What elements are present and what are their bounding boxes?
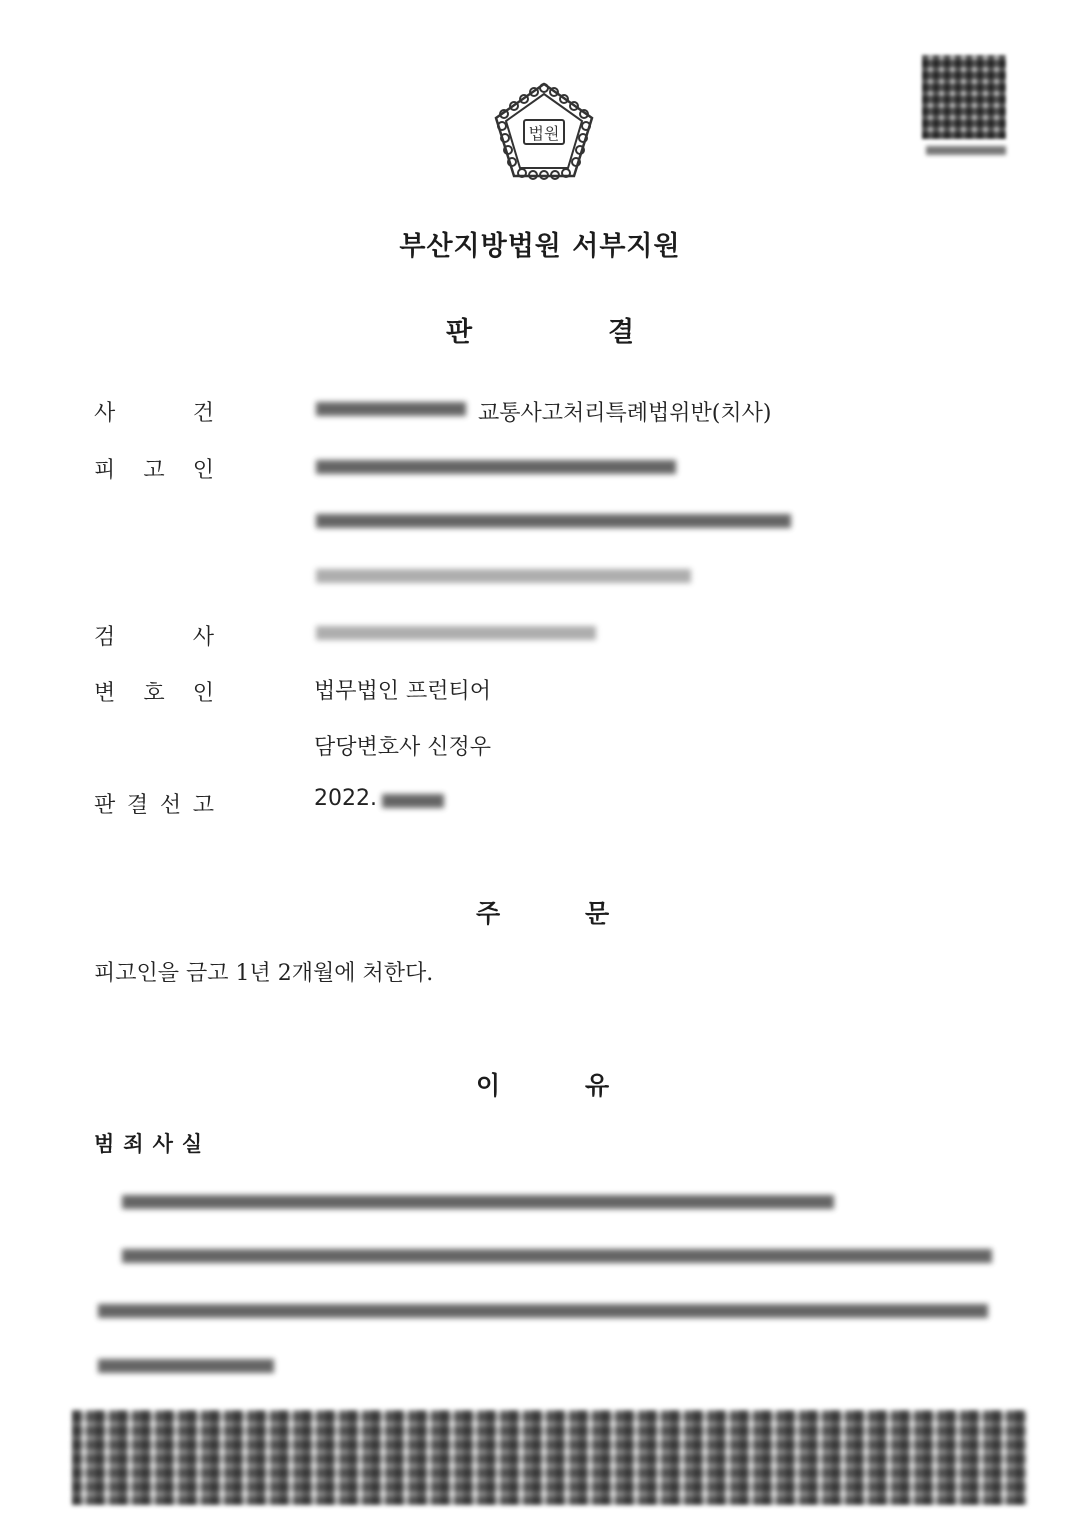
crime-facts-line-3-redacted	[98, 1304, 988, 1318]
counsel-label: 변 호 인	[94, 681, 214, 706]
crime-facts-line-4-redacted	[98, 1359, 274, 1373]
reason-heading-char-2: 유	[585, 1071, 610, 1100]
doc-title-char-1: 판	[446, 317, 473, 348]
court-name: 부산지방법원 서부지원	[399, 231, 681, 262]
crime-facts-label: 범 죄 사 실	[94, 1132, 203, 1156]
verdict-label: 판 결 선 고	[94, 793, 214, 818]
footer-redacted	[72, 1410, 1027, 1505]
defendant-info-redacted	[316, 569, 691, 583]
case-number-redacted	[316, 402, 466, 416]
crime-facts-line-2-redacted	[122, 1249, 992, 1263]
defendant-label: 피 고 인	[94, 458, 214, 483]
doc-title-char-2: 결	[608, 317, 635, 348]
counsel-attorney: 담당변호사 신정우	[314, 735, 492, 760]
case-name: 교통사고처리특례법위반(치사)	[478, 401, 772, 426]
verdict-date: 2022.	[314, 786, 377, 811]
qr-code	[922, 55, 1006, 139]
defendant-address-redacted	[316, 514, 791, 528]
court-emblem	[488, 76, 600, 186]
emblem-label: 법원	[528, 124, 560, 143]
crime-facts-line-1-redacted	[122, 1195, 834, 1209]
counsel-firm: 법무법인 프런티어	[314, 679, 492, 704]
case-label: 사 건	[94, 401, 214, 426]
reason-heading-char-1: 이	[476, 1071, 501, 1100]
prosecutor-name-redacted	[316, 626, 596, 640]
prosecutor-label: 검 사	[94, 625, 214, 650]
order-heading-char-1: 주	[476, 899, 501, 928]
order-heading-char-2: 문	[585, 899, 610, 928]
order-text: 피고인을 금고 1년 2개월에 처한다.	[94, 961, 434, 986]
defendant-name-redacted	[316, 460, 676, 474]
verdict-date-redacted	[382, 794, 444, 808]
qr-caption-redacted	[926, 146, 1006, 155]
